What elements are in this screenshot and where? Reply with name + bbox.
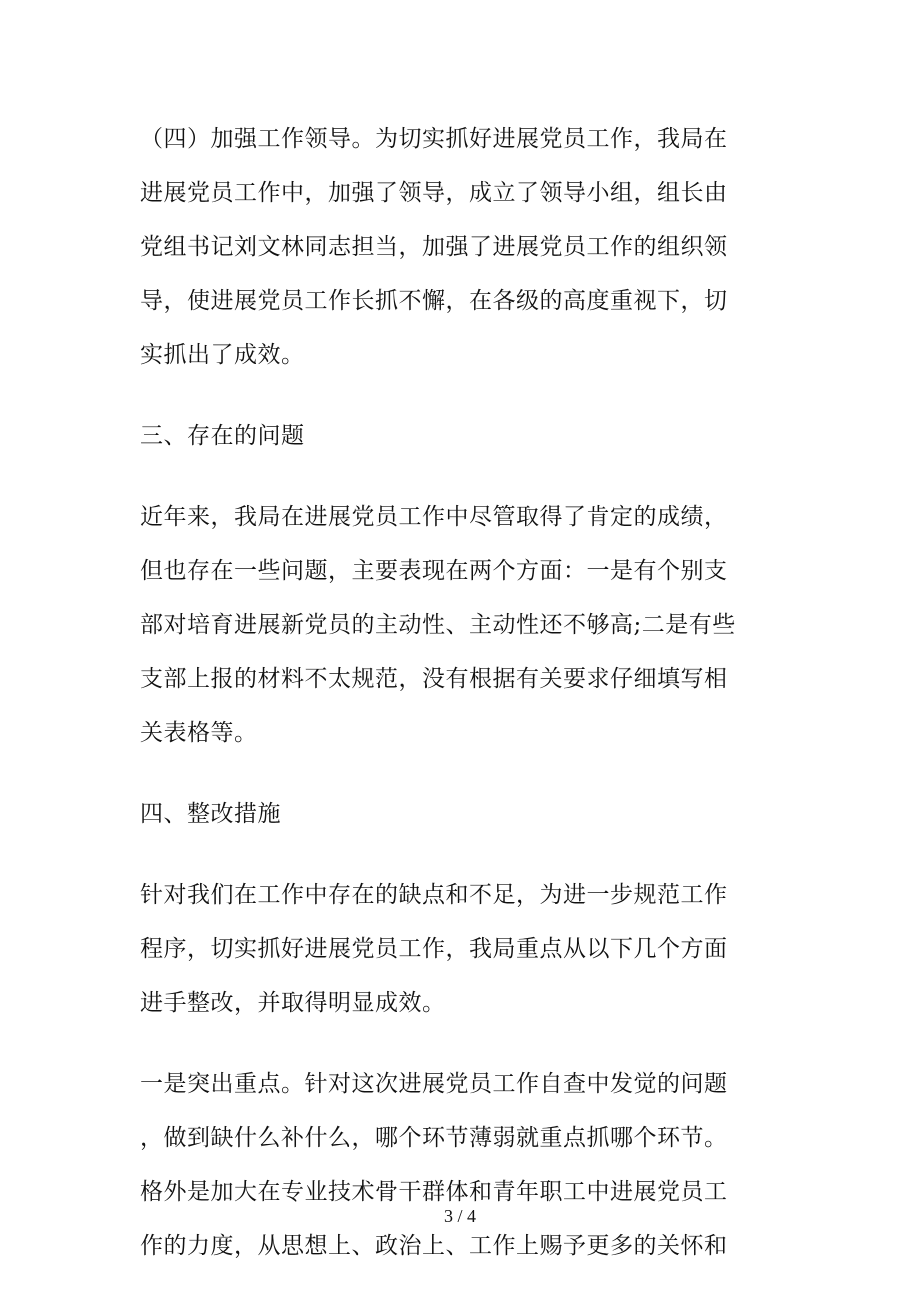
text-line: 但也存在一些问题，主要表现在两个方面：一是有个别支 <box>140 558 728 584</box>
text-line: 导，使进展党员工作长抓不懈，在各级的高度重视下，切 <box>140 288 728 314</box>
page-number: 3 / 4 <box>443 1206 476 1226</box>
text-line: ，做到缺什么补什么，哪个环节薄弱就重点抓哪个环节。 <box>140 1125 728 1151</box>
section-heading-problems <box>140 409 780 463</box>
text-line: 实抓出了成效。 <box>140 342 305 368</box>
text-line: 近年来，我局在进展党员工作中尽管取得了肯定的成绩， <box>140 504 728 530</box>
text-line: 关表格等。 <box>140 720 258 746</box>
text-line: 进展党员工作中，加强了领导，成立了领导小组，组长由 <box>140 180 728 206</box>
document-body <box>140 112 780 1300</box>
text-line: 针对我们在工作中存在的缺点和不足，为进一步规范工作 <box>140 882 728 908</box>
text-line: 一是突出重点。针对这次进展党员工作自查中发觉的问题 <box>140 1071 728 1097</box>
text-line: 进手整改，并取得明显成效。 <box>140 990 446 1016</box>
heading-text: 四、整改措施 <box>140 801 281 827</box>
heading-text: 三、存在的问题 <box>140 423 305 449</box>
text-line: 作的力度，从思想上、政治上、工作上赐予更多的关怀和 <box>140 1233 728 1259</box>
text-line: 部对培育进展新党员的主动性、主动性还不够高;二是有些 <box>140 612 736 638</box>
section-heading-measures <box>140 787 780 841</box>
paragraph-problems <box>140 490 780 760</box>
text-line: 程序，切实抓好进展党员工作，我局重点从以下几个方面 <box>140 936 728 962</box>
paragraph-strengthen-leadership <box>140 112 780 382</box>
text-line: 格外是加大在专业技术骨干群体和青年职工中进展党员工 <box>140 1179 728 1205</box>
text-line: （四）加强工作领导。为切实抓好进展党员工作，我局在 <box>140 126 728 152</box>
text-line: 支部上报的材料不太规范，没有根据有关要求仔细填写相 <box>140 666 728 692</box>
paragraph-highlight-focus <box>140 1057 780 1273</box>
paragraph-measures <box>140 868 780 1030</box>
text-line: 党组书记刘文林同志担当，加强了进展党员工作的组织领 <box>140 234 728 260</box>
